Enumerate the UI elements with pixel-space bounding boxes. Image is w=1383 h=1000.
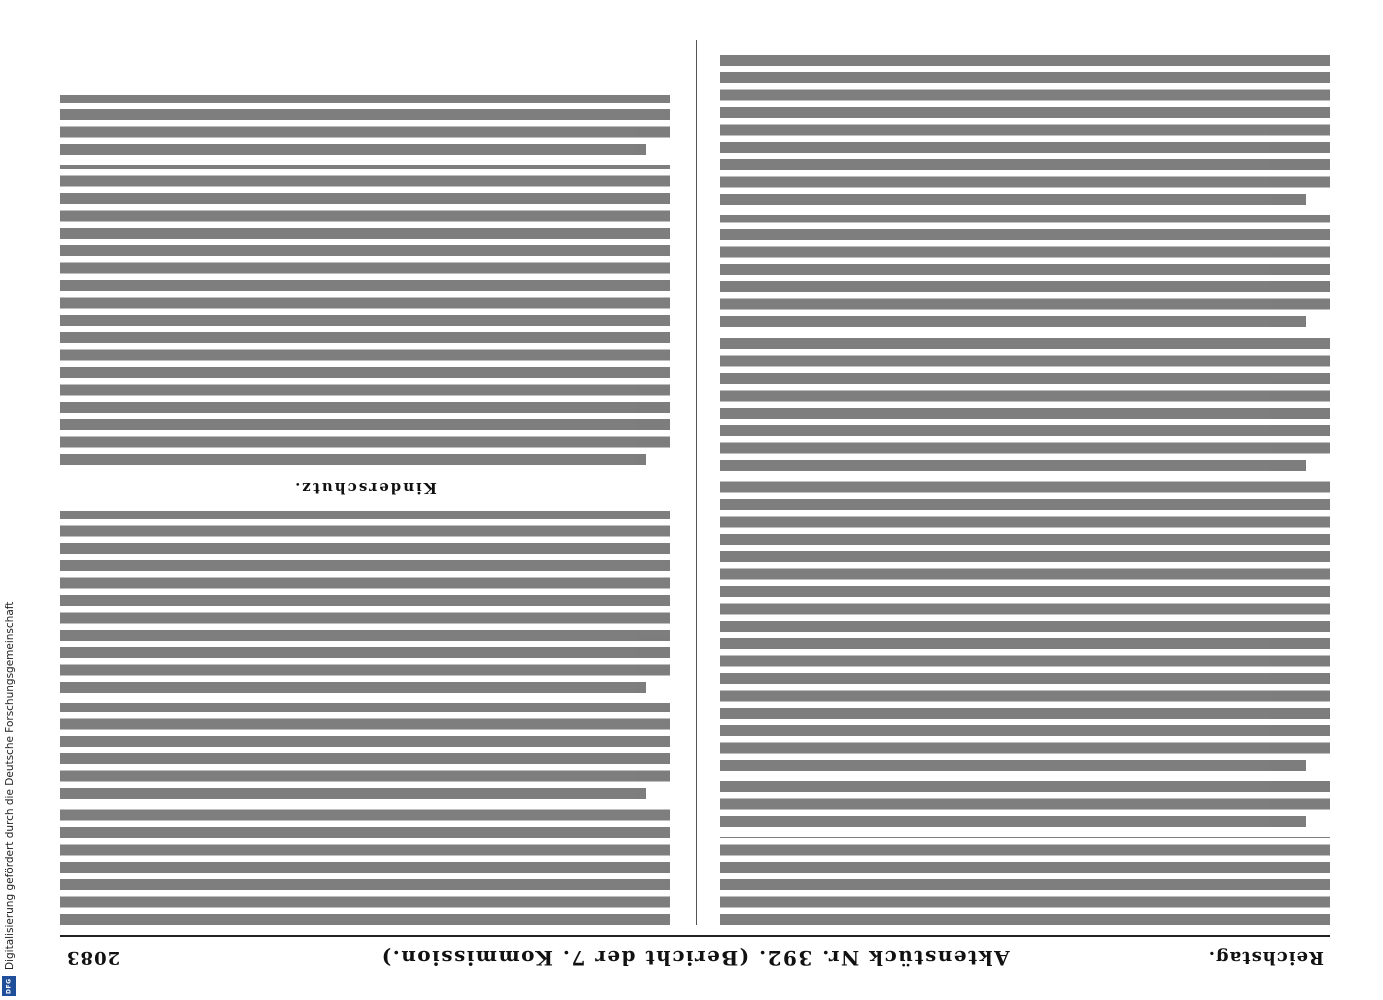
paragraph [720, 337, 1330, 471]
document-page [60, 30, 1330, 975]
paragraph [60, 809, 670, 925]
paragraph [720, 781, 1330, 827]
paragraph [720, 215, 1330, 327]
column-right [60, 40, 670, 925]
running-header [60, 941, 1330, 975]
paragraph [720, 481, 1330, 771]
paragraph [60, 95, 670, 155]
digitization-sidebar [0, 0, 18, 1000]
page-number: 2083 [66, 947, 121, 969]
digitization-credit: Digitalisierung gefördert durch die Deutsche Forschungsgemeinschaft [4, 601, 16, 970]
column-divider [696, 40, 697, 925]
paragraph [60, 511, 670, 693]
header-title: Aktenstück Nr. 392. (Bericht der 7. Kommission.) [380, 946, 1010, 970]
dfg-logo: DFG [2, 976, 16, 996]
scanned-page [60, 30, 1330, 975]
header-rule [60, 935, 1330, 937]
paragraph [60, 165, 670, 465]
paragraph [720, 837, 1330, 925]
paragraph [720, 55, 1330, 205]
header-left: Reichstag. [1207, 947, 1324, 969]
paragraph [60, 703, 670, 799]
section-heading-kinderschutz: Kinderschutz. [293, 479, 437, 497]
column-left [720, 40, 1330, 925]
